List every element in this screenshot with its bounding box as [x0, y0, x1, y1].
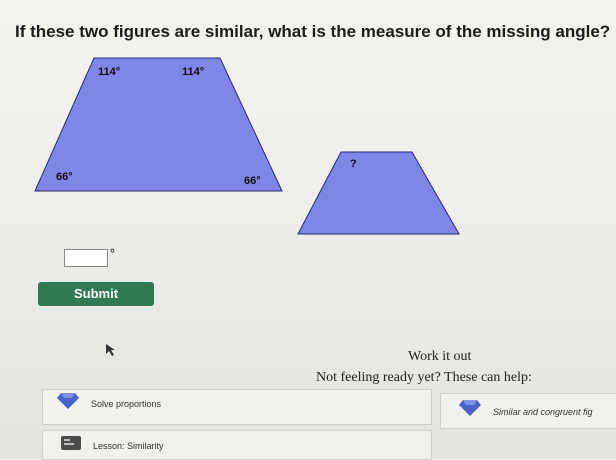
lesson-icon	[61, 436, 81, 455]
help-item-solve-proportions[interactable]	[42, 389, 432, 425]
help-item-lesson-similarity[interactable]	[42, 430, 432, 460]
angle-answer-input[interactable]	[64, 249, 108, 267]
help-item-similar-congruent[interactable]	[440, 393, 616, 429]
help-item-label: Similar and congruent fig	[493, 407, 593, 417]
angle-top-left: 114°	[98, 66, 121, 78]
gem-icon	[459, 400, 481, 421]
gem-icon	[57, 393, 79, 414]
submit-button[interactable]: Submit	[38, 282, 154, 306]
help-subtitle: Not feeling ready yet? These can help:	[316, 370, 532, 385]
missing-angle-label: ?	[350, 158, 357, 170]
help-item-label: Solve proportions	[91, 399, 162, 409]
angle-bottom-left: 66°	[56, 171, 73, 183]
angle-bottom-right: 66°	[244, 175, 261, 187]
question-text: If these two figures are similar, what is the measure of the missing angle?	[15, 22, 611, 41]
degree-symbol: °	[110, 246, 115, 260]
small-trapezoid-shape	[298, 152, 459, 234]
angle-top-right: 114°	[182, 66, 205, 78]
mouse-cursor-icon	[106, 343, 116, 361]
work-it-out-heading: Work it out	[408, 349, 472, 364]
help-item-label: Lesson: Similarity	[93, 441, 164, 451]
